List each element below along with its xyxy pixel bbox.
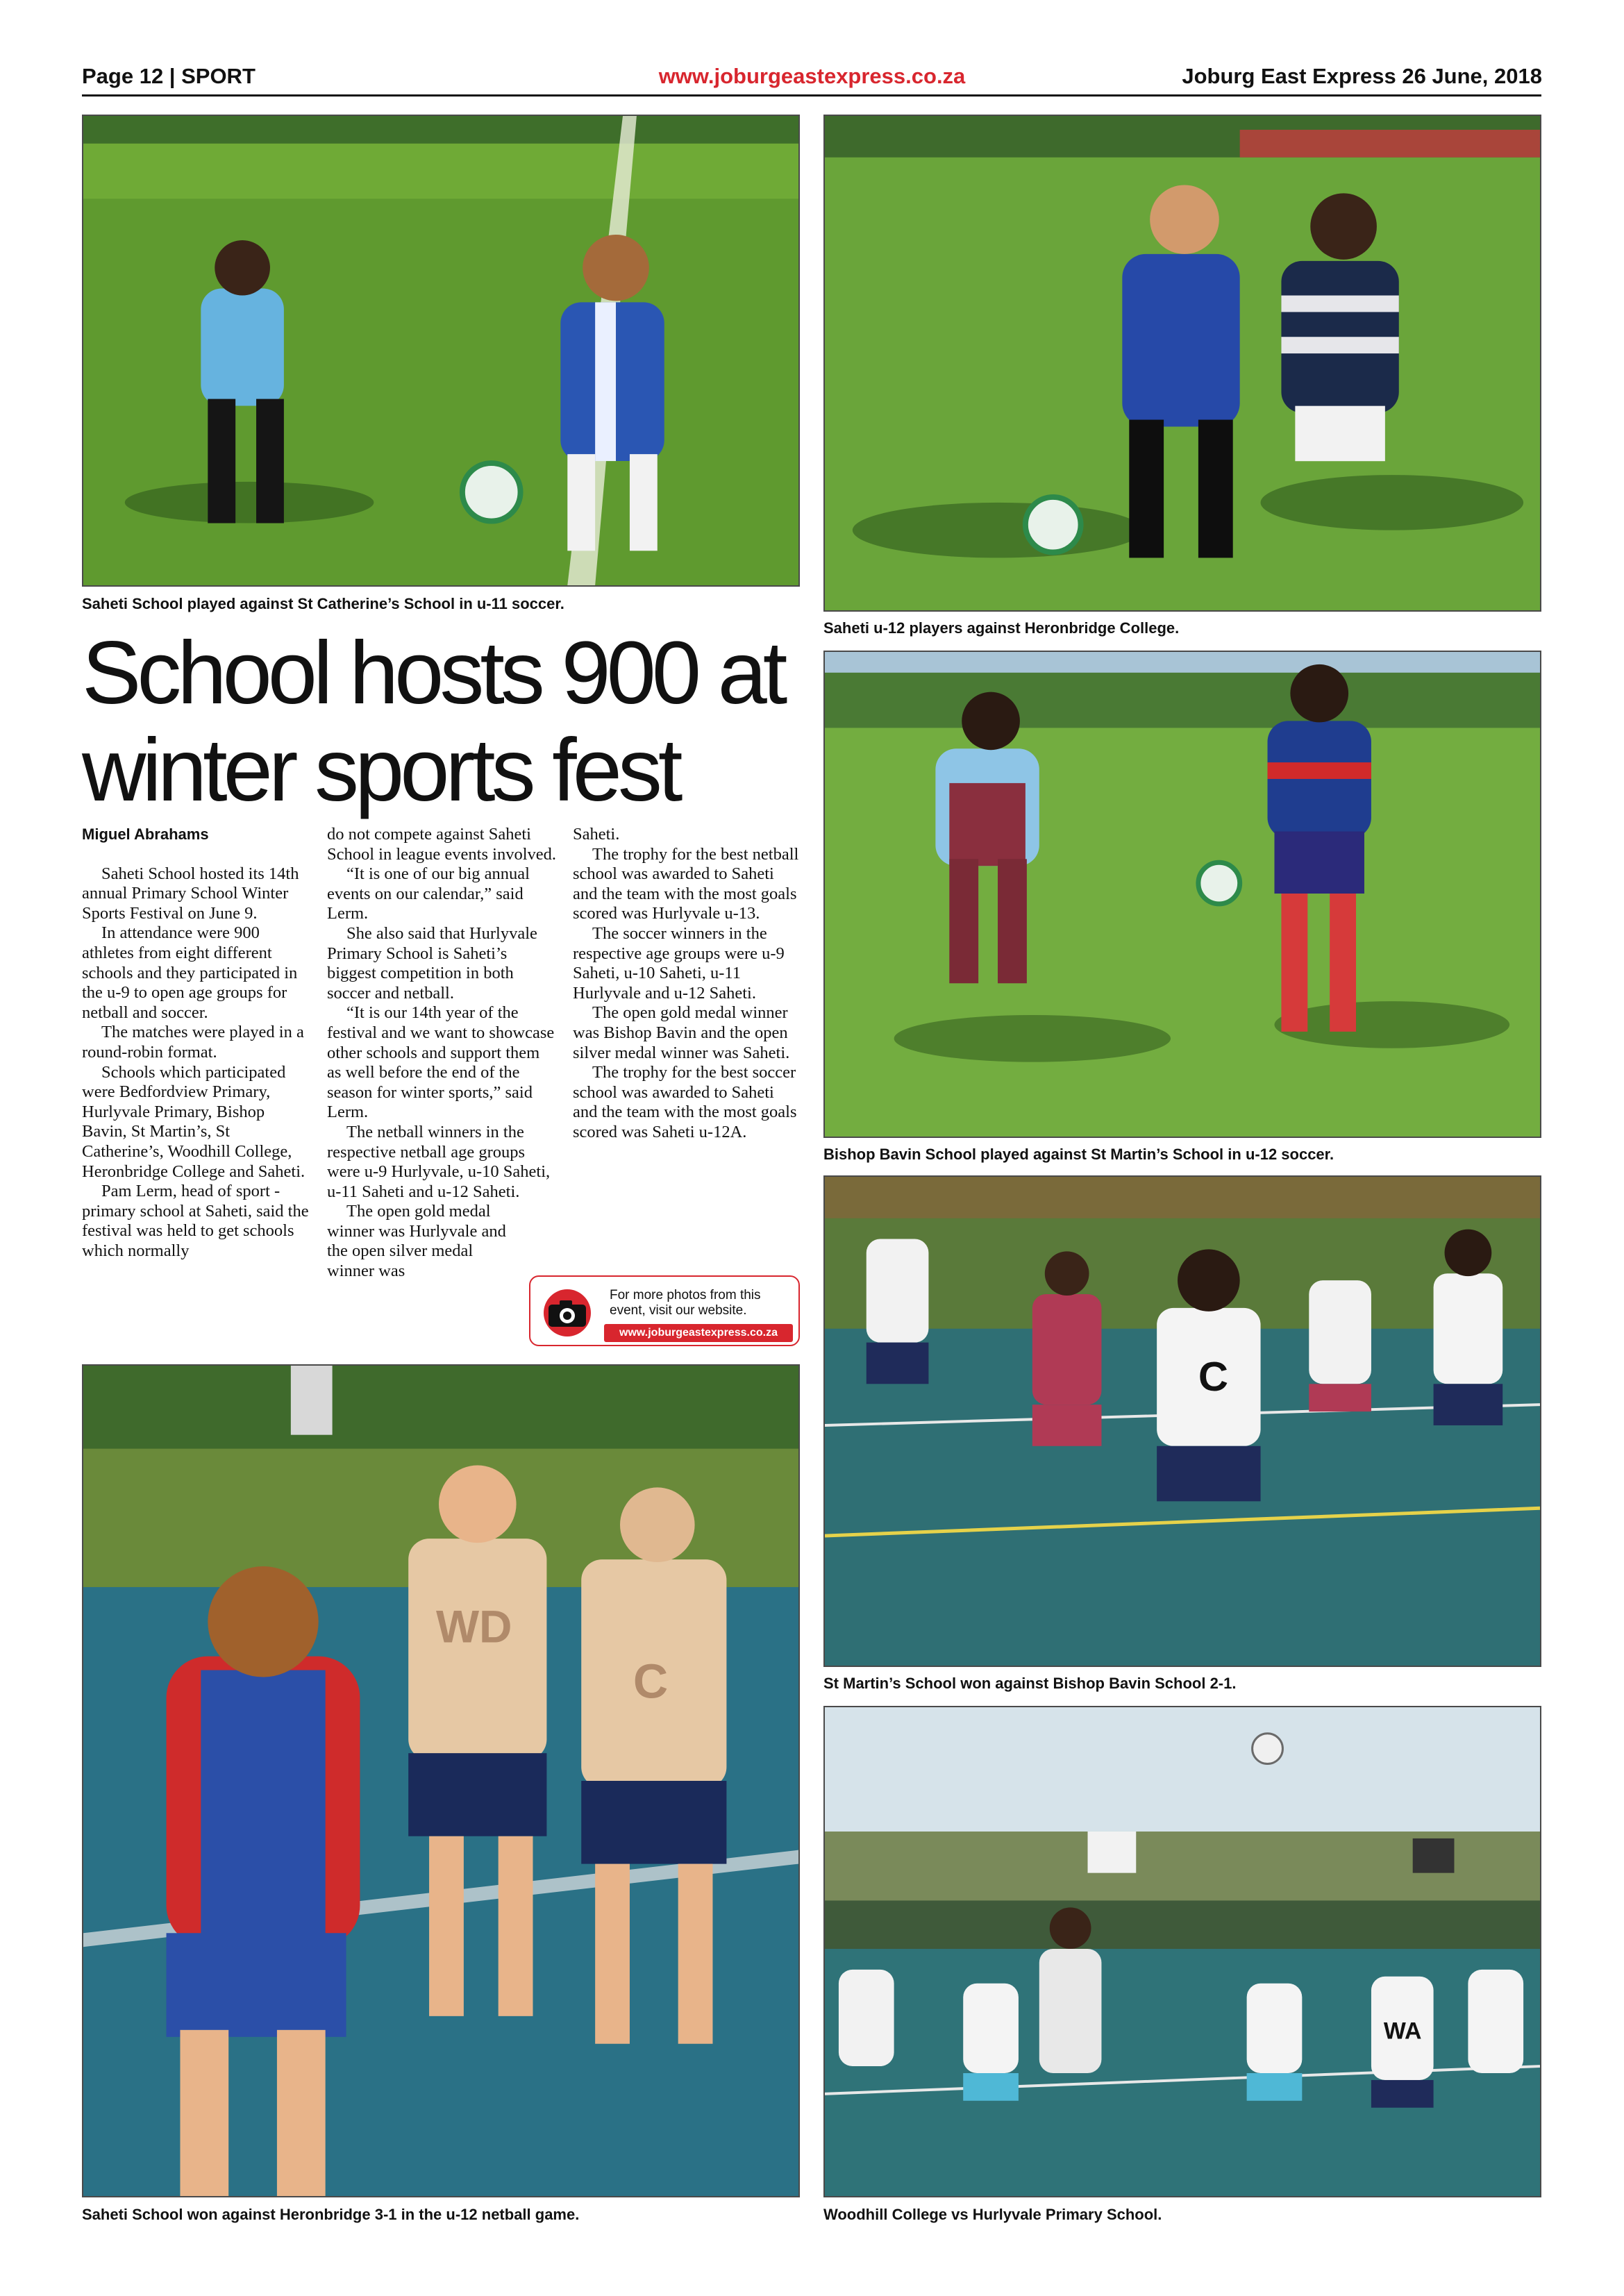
bib-label: WD (436, 1600, 512, 1652)
paragraph: The open gold medal winner was Bishop Bavin and the open silver medal winner was Saheti. (573, 1003, 790, 1062)
header-rule (82, 94, 1541, 97)
photo-woodhill-hurlyvale (823, 1706, 1541, 2197)
photo-u12-heronbridge (823, 115, 1541, 612)
caption-photo4: St Martin’s School won against Bishop Bavin School 2-1. (823, 1675, 1237, 1692)
headline-line2: winter sports fest (82, 721, 679, 820)
bib-label: C (1198, 1353, 1229, 1400)
website-url[interactable]: www.joburgeastexpress.co.za (658, 64, 966, 88)
paragraph: The open gold medal winner was Hurlyvale and the open silver medal winner was (327, 1202, 506, 1281)
photo-u11-soccer (82, 115, 800, 587)
paragraph: In attendance were 900 athletes from eight different schools and they participated in the u-9 to open age groups for netball and soccer. (82, 923, 298, 1022)
paragraph: She also said that Hurlyvale Primary School is Saheti’s biggest competition in both soccer and netball. (327, 923, 537, 1003)
paragraph: “It is one of our big annual events on our calendar,” said Lerm. (327, 864, 530, 923)
headline-line1: School hosts 900 at (82, 623, 784, 723)
caption-photo2: Saheti u-12 players against Heronbridge College. (823, 619, 1180, 637)
bib-label: WA (1383, 2018, 1422, 2045)
page-section-label: Page 12 | SPORT (82, 64, 256, 88)
article-headline (82, 625, 797, 819)
paragraph: The trophy for the best soccer school was awarded to Saheti and the team with the most goals scored was Saheti u-12A. (573, 1063, 797, 1141)
caption-photo6: Woodhill College vs Hurlyvale Primary School. (823, 2206, 1162, 2223)
caption-photo1: Saheti School played against St Catherine’s School in u-11 soccer. (82, 595, 564, 612)
article-column-2 (327, 825, 556, 1282)
paragraph: do not compete against Saheti School in league events involved. (327, 825, 556, 864)
paragraph: Saheti School hosted its 14th annual Primary School Winter Sports Festival on June 9. (82, 864, 299, 923)
paragraph: The matches were played in a round-robin format. (82, 1023, 304, 1062)
camera-icon (536, 1289, 598, 1336)
caption-photo3: Bishop Bavin School played against St Martin’s School in u-12 soccer. (823, 1146, 1334, 1163)
article-column-3 (573, 825, 802, 1143)
photo-u12-bishop-bavin (823, 651, 1541, 1138)
byline: Miguel Abrahams (82, 826, 209, 843)
photo-st-martins-netball (823, 1175, 1541, 1667)
paragraph: The netball winners in the respective netball age groups were u-9 Hurlyvale, u-10 Saheti, u-11 Saheti and u-12 Saheti. (327, 1122, 551, 1201)
promo-url-link[interactable]: www.joburgeastexpress.co.za (604, 1324, 793, 1342)
caption-photo5: Saheti School won against Heronbridge 3-1 in the u-12 netball game. (82, 2206, 580, 2223)
paragraph: Pam Lerm, head of sport - primary school at Saheti, said the festival was held to get schools which normally (82, 1182, 309, 1260)
photo-saheti-netball (82, 1364, 800, 2197)
paragraph: The soccer winners in the respective age groups were u-9 Saheti, u-10 Saheti, u-11 Hurlyvale and u-12 Saheti. (573, 923, 785, 1003)
paragraph: Schools which participated were Bedfordview Primary, Hurlyvale Primary, Bishop Bavin, St Martin’s, St Catherine’s, Woodhill College, Heronbridge College and Saheti. (82, 1062, 305, 1181)
promo-text: For more photos from this event, visit our website. (610, 1288, 761, 1318)
paragraph: “It is our 14th year of the festival and we want to showcase other schools and support them as well before the end of the season for winter sports,” said Lerm. (327, 1003, 555, 1122)
article-column-1 (82, 825, 311, 1261)
paragraph: Saheti. (573, 825, 620, 844)
bib-label: C (633, 1654, 669, 1709)
paper-date: Joburg East Express 26 June, 2018 (1182, 64, 1542, 88)
more-photos-promo[interactable] (529, 1275, 800, 1346)
paragraph: The trophy for the best netball school was awarded to Saheti and the team with the most goals scored was Hurlyvale u-13. (573, 844, 799, 923)
